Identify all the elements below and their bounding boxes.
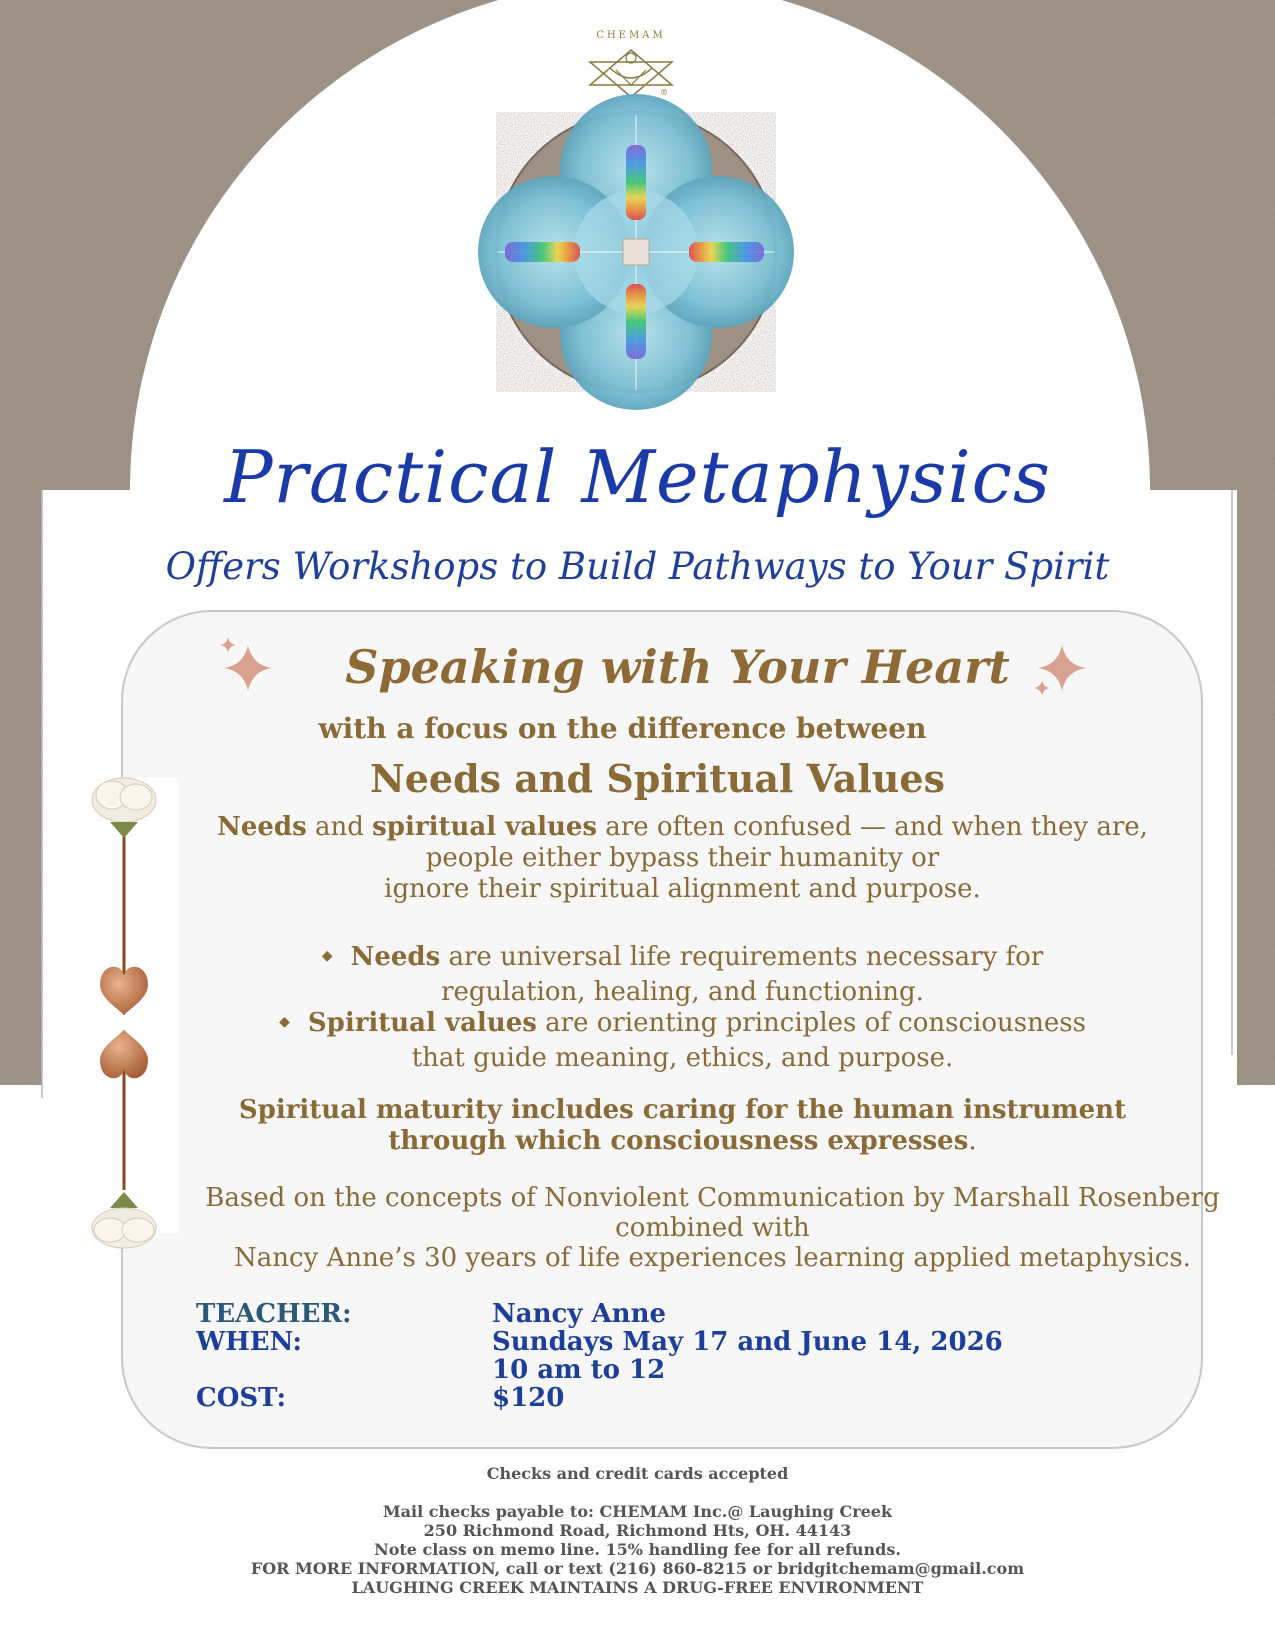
bullet-text: are orienting principles of consciousness <box>536 1008 1086 1038</box>
mail-line: 250 Richmond Road, Richmond Hts, OH. 44143 <box>423 1521 852 1540</box>
maturity-statement <box>45 1095 1275 1157</box>
based-on-paragraph <box>75 1183 1275 1273</box>
bullet-text: are universal life requirements necessary for <box>440 942 1044 972</box>
based-line: Nancy Anne’s 30 years of life experiences learning applied metaphysics. <box>234 1243 1191 1273</box>
contact-info: FOR MORE INFORMATION, call or text (216) 860-8215 or bridgitchemam@gmail.com <box>250 1559 1025 1578</box>
cost-label: COST: <box>196 1383 287 1413</box>
cost-value: $120 <box>492 1383 565 1413</box>
intro-line: people either bypass their humanity or <box>425 843 940 873</box>
diamond-bullet-icon: ◆ <box>279 1014 290 1030</box>
needs-values-heading: Needs and Spiritual Values <box>370 756 945 801</box>
based-line: Based on the concepts of Nonviolent Communication by Marshall Rosenberg <box>205 1183 1220 1213</box>
contact-footer <box>0 1502 1275 1597</box>
mail-line: Mail checks payable to: CHEMAM Inc.@ Laughing Creek <box>382 1502 893 1521</box>
maturity-line: through which consciousness expresses <box>388 1126 969 1156</box>
list-item <box>45 942 1275 977</box>
when-value-time: 10 am to 12 <box>492 1355 666 1385</box>
bullet-term: Needs <box>350 942 441 972</box>
list-item <box>45 1008 1275 1043</box>
intro-needs-term: Needs <box>217 812 307 842</box>
teacher-value: Nancy Anne <box>492 1299 667 1329</box>
logo-text: CHEMAM <box>596 30 666 41</box>
diamond-bullet-icon: ◆ <box>321 948 333 964</box>
maturity-period: . <box>968 1126 977 1156</box>
teacher-label: TEACHER: <box>196 1299 352 1329</box>
workshop-focus: with a focus on the difference between <box>318 712 927 745</box>
logo-registered-mark: ® <box>660 88 668 97</box>
memo-line: Note class on memo line. 15% handling fee for all refunds. <box>374 1540 901 1559</box>
intro-values-term: spiritual values <box>372 812 598 842</box>
page-title: Practical Metaphysics <box>224 435 1051 519</box>
maturity-line: Spiritual maturity includes caring for the human instrument <box>238 1095 1127 1125</box>
intro-paragraph <box>45 812 1275 905</box>
when-value-dates: Sundays May 17 and June 14, 2026 <box>492 1327 1003 1357</box>
intro-text: are often confused — and when they are, <box>597 812 1148 842</box>
bullet-list <box>45 942 1275 1074</box>
payment-note: Checks and credit cards accepted <box>486 1464 789 1483</box>
bullet-text-line2: that guide meaning, ethics, and purpose. <box>411 1043 954 1073</box>
based-line: combined with <box>615 1213 810 1243</box>
workshop-title: Speaking with Your Heart <box>345 640 1010 694</box>
intro-line: ignore their spiritual alignment and purpose. <box>384 874 981 904</box>
intro-text: and <box>306 812 373 842</box>
when-label: WHEN: <box>196 1327 303 1357</box>
drug-free-notice: LAUGHING CREEK MAINTAINS A DRUG-FREE ENVIRONMENT <box>351 1578 924 1597</box>
page-subtitle: Offers Workshops to Build Pathways to Your Spirit <box>165 545 1110 588</box>
bullet-text-line2: regulation, healing, and functioning. <box>441 977 924 1007</box>
bullet-term: Spiritual values <box>307 1008 537 1038</box>
